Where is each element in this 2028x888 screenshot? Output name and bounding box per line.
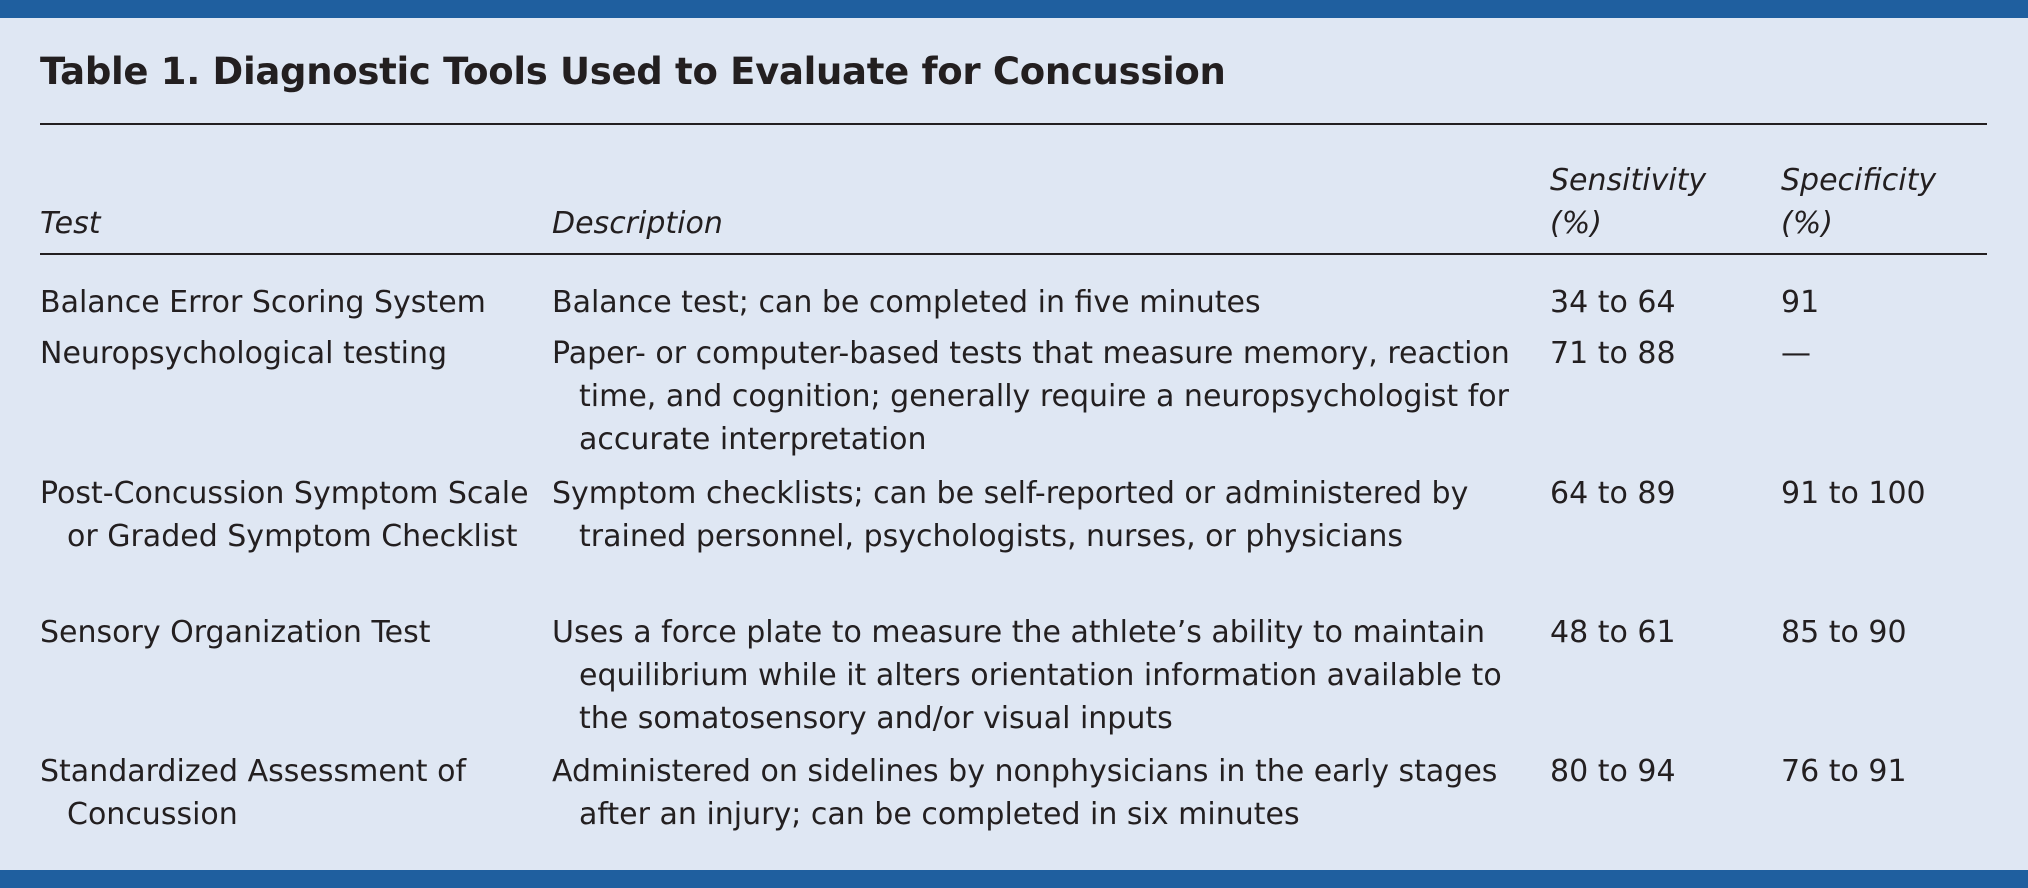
row-4-specificity: 85 to 90 <box>1781 615 1907 650</box>
row-5-description: Administered on sidelines by nonphysicians in the early stages after an injury; can be completed in six minutes <box>552 754 1498 832</box>
row-1-test: Balance Error Scoring System <box>40 285 486 320</box>
row-3-sensitivity: 64 to 89 <box>1550 476 1676 511</box>
header-test: Test <box>40 206 101 241</box>
row-5-test: Standardized Assessment of Concussion <box>40 754 467 832</box>
header-specificity-line2: (%) <box>1781 206 1833 241</box>
header-rule <box>40 253 1987 255</box>
header-sensitivity-line2: (%) <box>1550 206 1602 241</box>
table-title: Table 1. Diagnostic Tools Used to Evaluate for Concussion <box>40 50 1226 93</box>
row-4-sensitivity: 48 to 61 <box>1550 615 1676 650</box>
row-5-specificity: 76 to 91 <box>1781 754 1907 789</box>
row-3-specificity: 91 to 100 <box>1781 476 1926 511</box>
row-2-test: Neuropsychological testing <box>40 336 448 371</box>
row-2-sensitivity: 71 to 88 <box>1550 336 1676 371</box>
bottom-accent-bar <box>0 870 2028 888</box>
row-5-sensitivity: 80 to 94 <box>1550 754 1676 789</box>
header-sensitivity-line1: Sensitivity <box>1550 163 1707 198</box>
header-specificity <box>1781 159 2001 245</box>
row-1-description: Balance test; can be completed in five minutes <box>552 285 1261 320</box>
row-3-test: Post-Concussion Symptom Scale or Graded Symptom Checklist <box>40 476 529 554</box>
title-rule <box>40 123 1987 125</box>
row-1-sensitivity: 34 to 64 <box>1550 285 1676 320</box>
row-4-test: Sensory Organization Test <box>40 615 431 650</box>
row-2-description: Paper- or computer-based tests that measure memory, reaction time, and cognition; generally require a neuropsychologist for accurate interpretation <box>552 336 1510 457</box>
row-1-specificity: 91 <box>1781 285 1820 320</box>
row-4-description: Uses a force plate to measure the athlete’s ability to maintain equilibrium while it alters orientation information available to the somatosensory and/or visual inputs <box>552 615 1502 736</box>
row-3-description: Symptom checklists; can be self-reported or administered by trained personnel, psychologists, nurses, or physicians <box>552 476 1469 554</box>
header-specificity-line1: Specificity <box>1781 163 1937 198</box>
header-sensitivity <box>1550 159 1750 245</box>
header-description: Description <box>552 206 723 241</box>
top-accent-bar <box>0 0 2028 18</box>
row-2-specificity: — <box>1781 336 1811 371</box>
